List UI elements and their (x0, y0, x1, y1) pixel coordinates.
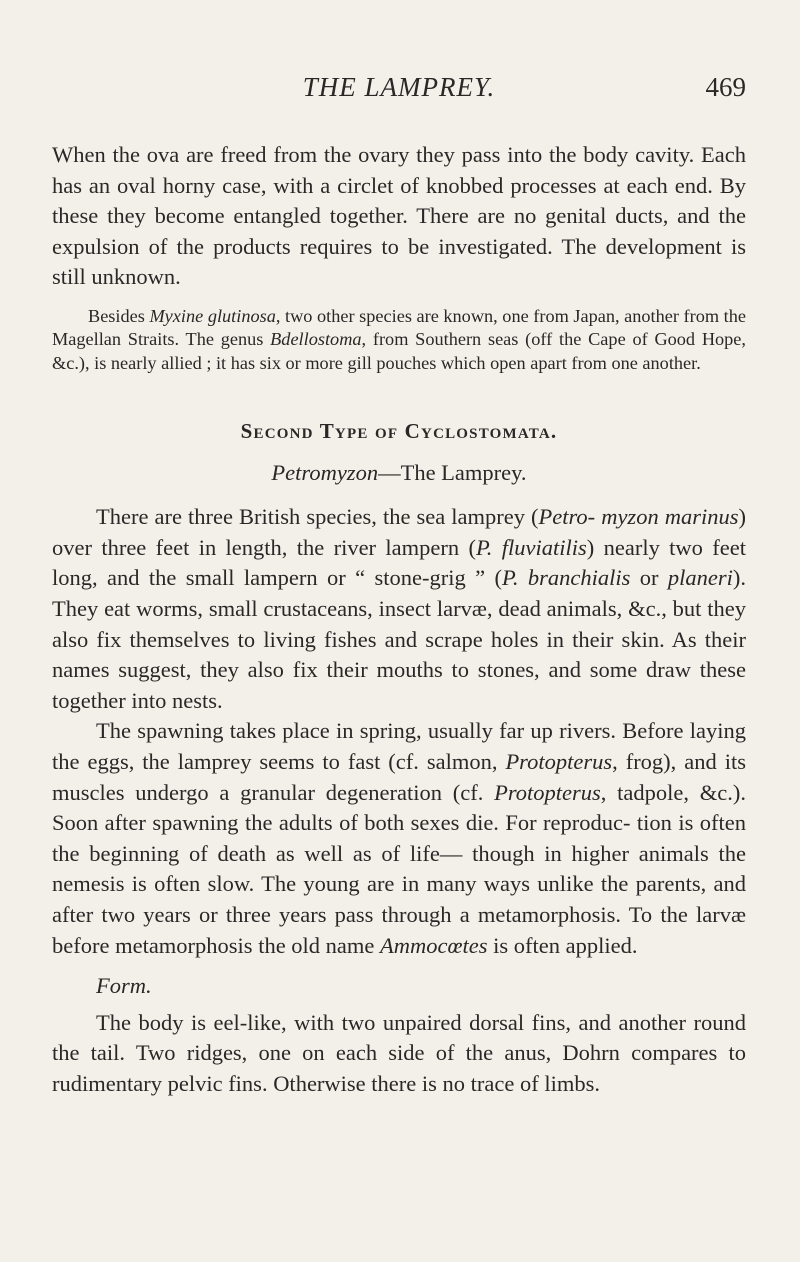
paragraph-form: The body is eel-like, with two unpaired dorsal fins, and another round the tail. Two ridges, one on each side of the anus, Dohrn compares to rudimentary pelvic fins. Otherwise there is no trace of limbs. (52, 1009, 746, 1096)
species-name: Myxine glutinosa (149, 305, 276, 326)
text: , from Southern seas (off the Cape of Good Hope, &c.), is nearly allied ; it has six or more gill pouches which open apart from one another. (52, 329, 746, 373)
genus-name: Protopterus (494, 779, 601, 805)
page-header (52, 72, 746, 112)
genus-name: Petromyzon (271, 460, 379, 486)
genus-name: Protopterus (505, 748, 613, 774)
page-body (52, 140, 746, 1099)
paragraph-species (52, 502, 746, 716)
section-subheading (52, 460, 746, 486)
text: ) over three feet in length, the river lampern ( (52, 504, 746, 560)
paragraph-besides (52, 305, 746, 375)
text: —The Lamprey. (378, 460, 527, 486)
running-head: THE LAMPREY. (302, 72, 496, 102)
paragraph-spawning (52, 716, 746, 961)
section-heading: Second Type of Cyclostomata. (240, 419, 558, 444)
text: or (630, 565, 668, 591)
text: The spawning takes place in spring, usually far up rivers. Before laying the eggs, the lamprey seems to fast (cf. salmon, (52, 718, 746, 774)
text: ). They eat worms, small crustaceans, insect larvæ, dead animals, &c., but they also fix themselves to living fishes and scrape holes in their skin. As their names suggest, they also fix their mouths to stones, and some draw these together into nests. (52, 565, 746, 713)
text: is often applied. (487, 932, 638, 958)
text: There are three British species, the sea lamprey ( (96, 504, 539, 530)
paragraph-ova: When the ova are freed from the ovary they pass into the body cavity. Each has an oval horny case, with a circlet of knobbed processes at each end. By these they become entangled together. There are no genital ducts, and the expulsion of the products requires to be investigated. The development is still unknown. (52, 142, 746, 290)
text: , two other species are known, one from Japan, another from the Magellan Straits. The genus (52, 305, 746, 350)
species-name: planeri (667, 565, 733, 591)
species-name: P. branchialis (501, 565, 631, 591)
species-name: Petro- myzon marinus (538, 504, 739, 530)
text: , frog), and its muscles undergo a granular degeneration (cf. (52, 748, 746, 805)
text: Besides (88, 305, 150, 326)
text: , tadpole, &c.). Soon after spawning the adults of both sexes die. For reproduc- tion is often the beginning of death as well as of life— though in higher animals the nemesis is often slow. The young are in many ways unlike the parents, and after two years or three years pass through a metamorphosis. To the larvæ before metamorphosis the old name (52, 779, 746, 958)
text: ) nearly two feet long, and the small lampern or “ stone-grig ” ( (52, 534, 746, 591)
genus-name: Ammocœtes (380, 932, 488, 958)
page-number: 469 (705, 72, 746, 102)
species-name: P. fluviatilis (475, 534, 587, 560)
form-heading: Form. (96, 973, 152, 999)
genus-name: Bdellostoma (270, 329, 362, 350)
